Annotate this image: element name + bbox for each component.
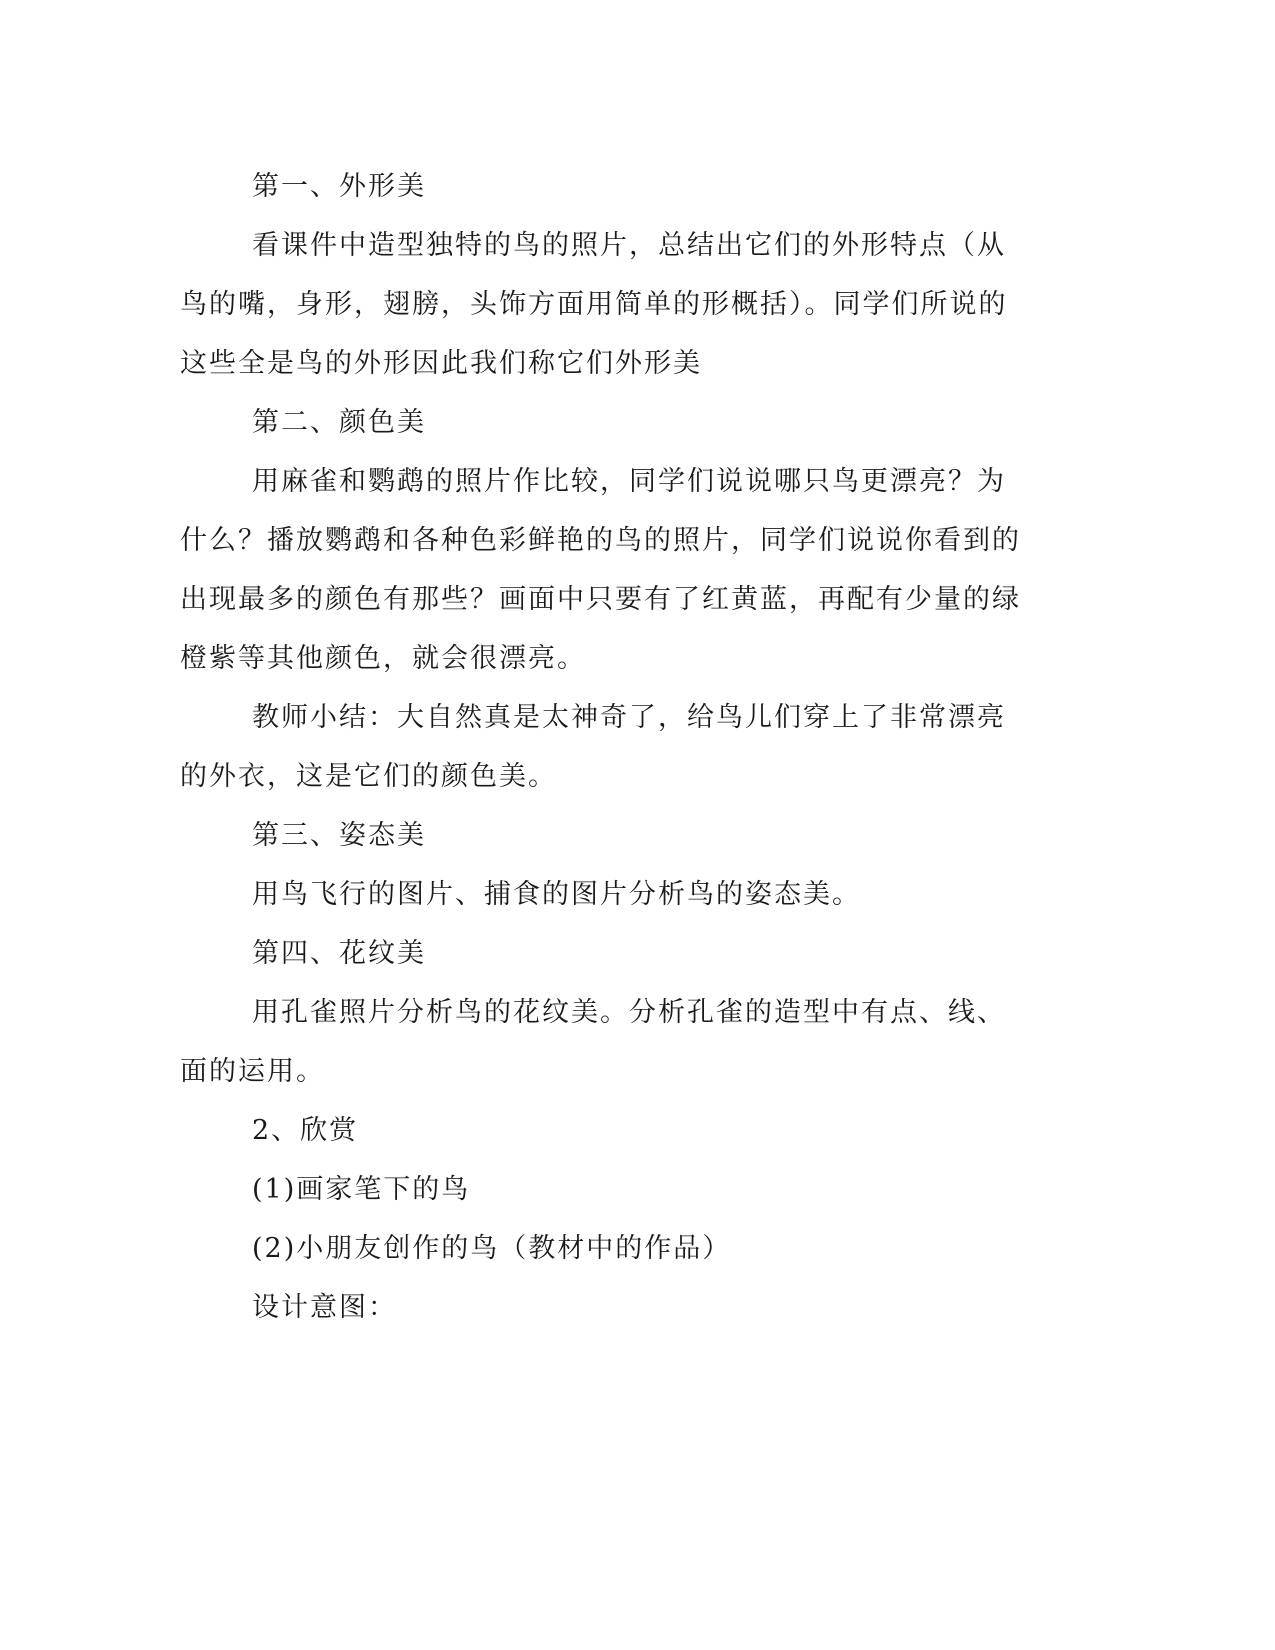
heading-color-beauty: 第二、颜色美: [252, 407, 426, 438]
heading-appreciation: 2、欣赏: [252, 1115, 359, 1146]
paragraph-teacher-summary: 教师小结：大自然真是太神奇了，给鸟儿们穿上了非常漂亮的外衣，这是它们的颜色美。: [180, 702, 1006, 792]
list-item-children-birds: (2)小朋友创作的鸟（教材中的作品）: [252, 1233, 732, 1264]
heading-shape-beauty: 第一、外形美: [252, 171, 426, 202]
heading-design-intent: 设计意图：: [252, 1292, 397, 1323]
paragraph-posture-analysis: 用鸟飞行的图片、捕食的图片分析鸟的姿态美。: [252, 879, 861, 910]
heading-posture-beauty: 第三、姿态美: [252, 820, 426, 851]
paragraph-color-comparison: 用麻雀和鹦鹉的照片作比较，同学们说说哪只鸟更漂亮？为什么？播放鹦鹉和各种色彩鲜艳的鸟的照片，同学们说说你看到的出现最多的颜色有那些？画面中只要有了红黄蓝，再配有少量的绿橙紫等其他颜色，就会很漂亮。: [180, 466, 1021, 674]
paragraph-pattern-analysis: 用孔雀照片分析鸟的花纹美。分析孔雀的造型中有点、线、面的运用。: [180, 997, 1006, 1087]
paragraph-shape-description: 看课件中造型独特的鸟的照片，总结出它们的外形特点（从鸟的嘴，身形，翅膀，头饰方面用简单的形概括）。同学们所说的这些全是鸟的外形因此我们称它们外形美: [180, 230, 1008, 379]
list-item-painter-birds: (1)画家笔下的鸟: [252, 1174, 471, 1205]
heading-pattern-beauty: 第四、花纹美: [252, 938, 426, 969]
document-body: [180, 157, 1030, 1337]
